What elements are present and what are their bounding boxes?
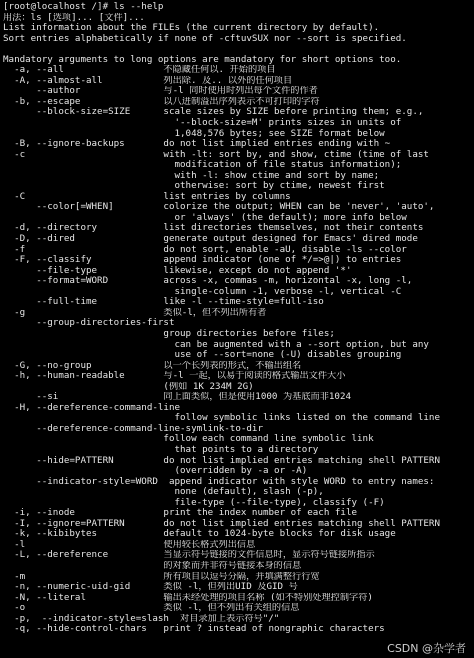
output-line: (overridden by -a or -A): [3, 466, 308, 477]
output-line: --si 同上面类似，但是使用1000 为基底而非1024: [3, 392, 352, 403]
output-line: -g 类似-l，但不列出所有者: [3, 307, 267, 318]
output-line: -I, --ignore=PATTERN do not list implied entries matching shell PATTERN: [3, 518, 440, 529]
output-line: (例如 1K 234M 2G): [3, 381, 254, 392]
output-line: -B, --ignore-backups do not list implied entries ending with ~: [3, 139, 391, 150]
output-line: --group-directories-first: [3, 318, 175, 329]
output-line: file-type (--file-type), classify (-F): [3, 497, 385, 508]
output-line: -c with -lt: sort by, and show, ctime (time of last: [3, 149, 429, 160]
output-line: -a, --all 不隐藏任何以. 开始的项目: [3, 65, 276, 76]
command-prompt-line: [root@localhost /]# ls --help: [3, 2, 164, 12]
output-line: that points to a directory: [3, 444, 319, 455]
output-line: -h, --human-readable 与-l 一起，以易于阅读的格式输出文件大小: [3, 371, 346, 382]
output-line: [3, 44, 471, 55]
output-line: -A, --almost-all 列出除. 及.. 以外的任何项目: [3, 75, 293, 86]
output-line: with -l: show ctime and sort by name;: [3, 170, 380, 181]
output-line: --block-size=SIZE scale sizes by SIZE before printing them; e.g.,: [3, 107, 424, 118]
output-line: -i, --inode print the index number of each file: [3, 508, 358, 519]
output-line: can be augmented with a --sort option, but any: [3, 339, 429, 350]
output-line: --hide=PATTERN do not list implied entries matching shell PATTERN: [3, 455, 440, 466]
output-line: follow symbolic links listed on the command line: [3, 413, 440, 424]
output-line: -H, --dereference-command-line: [3, 402, 181, 413]
csdn-watermark: CSDN @杂学者: [387, 642, 466, 655]
output-line: --full-time like -l --time-style=full-iso: [3, 297, 324, 308]
output-line: -D, --dired generate output designed for Emacs' dired mode: [3, 234, 418, 245]
output-line: modification of file status information);: [3, 160, 402, 171]
output-line: -C list entries by columns: [3, 191, 291, 202]
output-line: -q, --hide-control-chars print ? instead of nongraphic characters: [3, 624, 385, 635]
output-line: -F, --classify append indicator (one of */=>@|) to entries: [3, 255, 402, 266]
output-line: '--block-size=M' prints sizes in units of: [3, 118, 402, 129]
output-line: Mandatory arguments to long options are mandatory for short options too.: [3, 54, 402, 65]
output-line: -l 使用较长格式列出信息: [3, 539, 256, 550]
output-line: --author 与-l 同时使用时列出每个文件的作者: [3, 86, 318, 97]
output-line: Sort entries alphabetically if none of -cftuvSUX nor --sort is specified.: [3, 33, 407, 44]
output-line: 1,048,576 bytes; see SIZE format below: [3, 128, 385, 139]
output-line: -b, --escape 以八进制溢出序列表示不可打印的字符: [3, 96, 320, 107]
output-line: -p, --indicator-style=slash 对目录加上表示符号"/": [3, 613, 280, 624]
output-line: 的对象而并非符号链接本身的信息: [3, 560, 302, 571]
output-line: -G, --no-group 以一个长列表的形式，不输出组名: [3, 360, 302, 371]
output-line: --file-type likewise, except do not append '*': [3, 265, 352, 276]
output-line: --indicator-style=WORD append indicator with style WORD to entry names:: [3, 476, 435, 487]
output-line: --color[=WHEN] colorize the output; WHEN can be 'never', 'auto',: [3, 202, 435, 213]
output-line: -n, --numeric-uid-gid 类似 -l，但列出UID 及GID 号: [3, 582, 298, 593]
output-line: --format=WORD across -x, commas -m, horizontal -x, long -l,: [3, 276, 413, 287]
output-line: follow each command line symbolic link: [3, 434, 374, 445]
output-line: List information about the FILEs (the current directory by default).: [3, 23, 380, 34]
output-line: none (default), slash (-p),: [3, 487, 324, 498]
output-line: -m 所有项目以逗号分隔，并填满整行行宽: [3, 571, 320, 582]
output-line: or 'always' (the default); more info below: [3, 212, 407, 223]
output-line: -L, --dereference 当显示符号链接的文件信息时，显示符号链接所指示: [3, 550, 375, 561]
output-line: -o 类似 -l，但不列出有关组的信息: [3, 603, 300, 614]
output-line: -f do not sort, enable -aU, disable -ls --color: [3, 244, 407, 255]
output-line: group directories before files;: [3, 328, 335, 339]
output-line: -k, --kibibytes default to 1024-byte blocks for disk usage: [3, 529, 396, 540]
output-line: single-column -1, verbose -l, vertical -C: [3, 286, 402, 297]
output-line: -N, --literal 输出未经处理的项目名称 (如不特别处理控制字符): [3, 592, 373, 603]
output-line: --dereference-command-line-symlink-to-dir: [3, 423, 263, 434]
output-line: otherwise: sort by ctime, newest first: [3, 181, 385, 192]
output-line: use of --sort=none (-U) disables grouping: [3, 350, 402, 361]
output-line: -d, --directory list directories themselves, not their contents: [3, 223, 424, 234]
output-line: 用法：ls [选项]... [文件]...: [3, 12, 145, 23]
